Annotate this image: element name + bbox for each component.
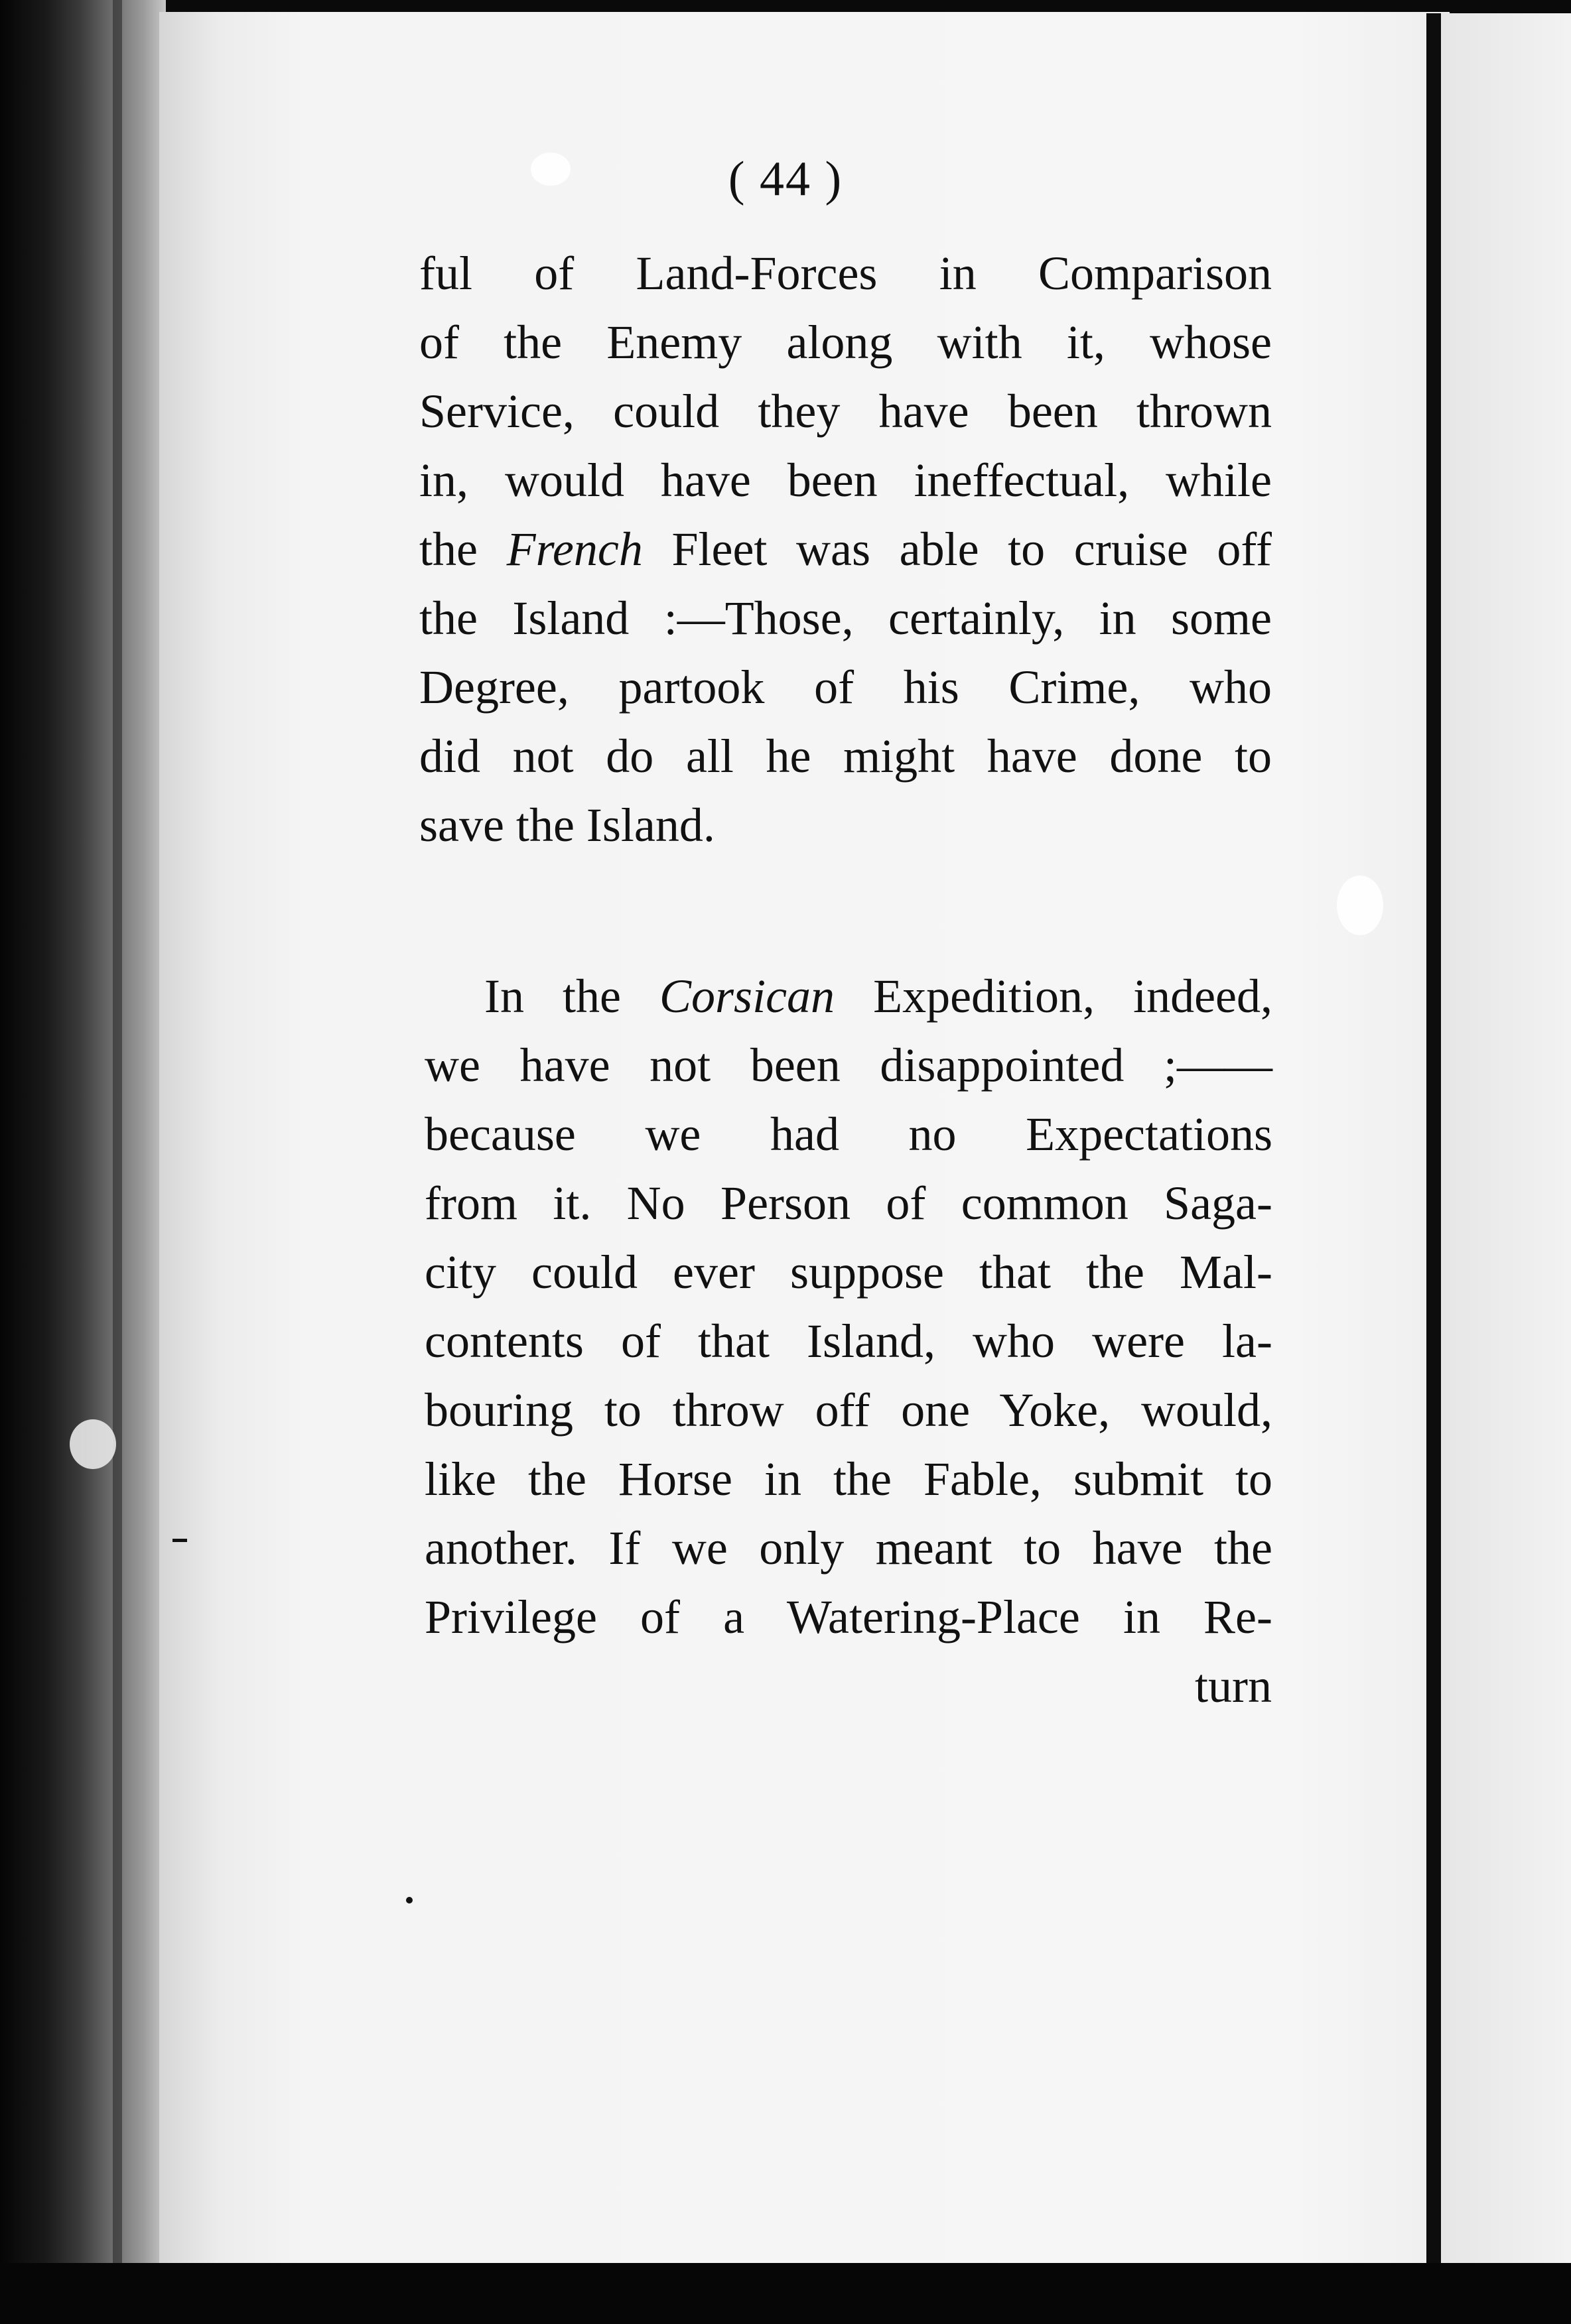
text-line: the French Fleet was able to cruise off [419,523,1272,576]
text-line: city could ever suppose that the Mal- [425,1246,1272,1299]
text-line: Degree, partook of his Crime, who [419,661,1272,714]
text-line: In the Corsican Expedition, indeed, [484,970,1272,1023]
text-line: Service, could they have been thrown [419,385,1272,438]
page-edge-rule [1426,13,1441,2275]
catchword: turn [1195,1659,1272,1712]
text-line: contents of that Island, who were la- [425,1315,1272,1368]
paper-blemish [1337,875,1383,935]
text-line: another. If we only meant to have the [425,1521,1272,1575]
text-line: in, would have been ineffectual, while [419,454,1272,507]
stray-ink-mark [172,1539,187,1542]
text-line: did not do all he might have done to [419,730,1272,783]
scan-bottom-border [0,2263,1571,2324]
text-line: the Island :—Those, certainly, in some [419,592,1272,645]
book-binding-gutter [0,0,166,2324]
italic-word: Corsican [659,970,835,1023]
catchword-line [419,1651,1272,1720]
text-line: from it. No Person of common Saga- [425,1177,1272,1230]
text-line: of the Enemy along with it, whose [419,316,1272,369]
paper-blemish [70,1419,116,1469]
text-line: save the Island. [419,799,715,852]
text-line: Privilege of a Watering-Place in Re- [425,1590,1272,1644]
text-line: like the Horse in the Fable, submit to [425,1452,1272,1506]
stray-ink-mark [406,1897,413,1904]
paragraph [425,962,1272,1651]
text-line: ful of Land-Forces in Comparison [419,247,1272,300]
italic-word: French [506,523,643,576]
text-line: bouring to throw off one Yoke, would, [425,1384,1272,1437]
text-line: because we had no Expectations [425,1108,1272,1161]
paragraph [419,239,1272,860]
facing-page-edge [1441,13,1571,2275]
binding-edge-shadow [113,0,122,2282]
text-line: we have not been disappointed ;—— [425,1039,1272,1092]
page-number: ( 44 ) [728,152,843,206]
